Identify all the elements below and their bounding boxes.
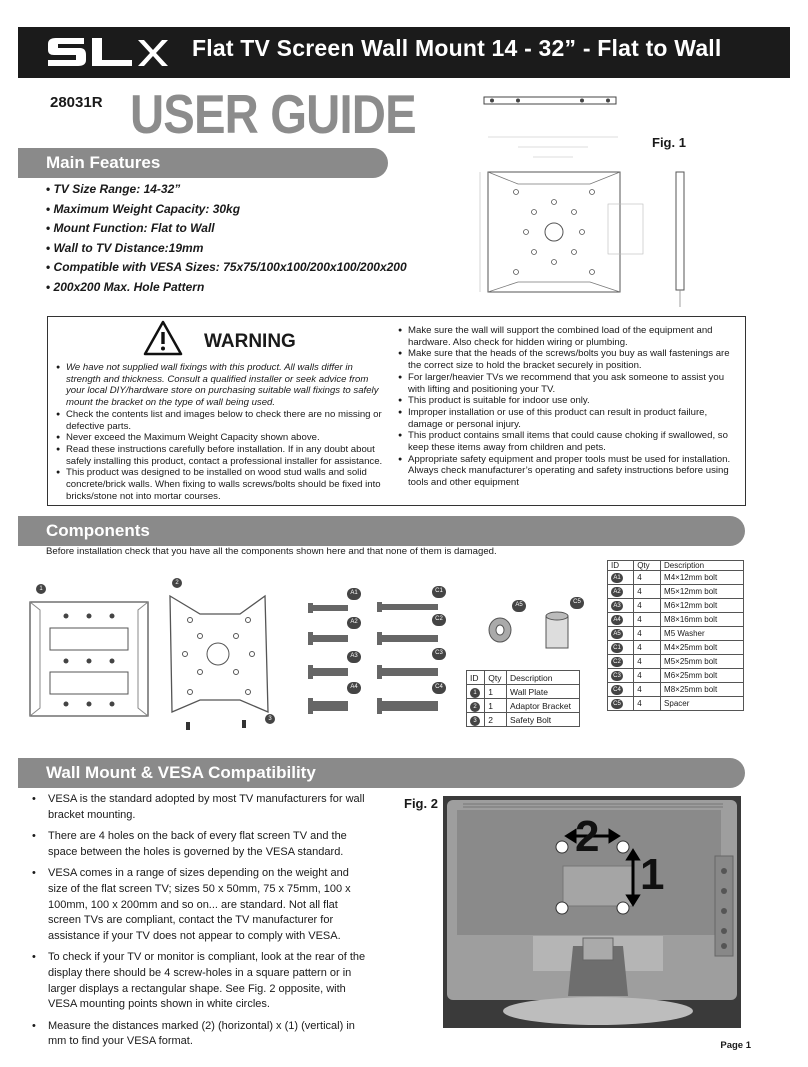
list-item: ● Check the contents list and images below to check there are no missing or defective parts. xyxy=(56,409,384,432)
table-row xyxy=(467,713,580,727)
badge-wall-plate: 1 xyxy=(36,584,46,594)
list-item: ● For larger/heavier TVs we recommend that you ask someone to assist you with lifting and positioning your TV. xyxy=(398,372,738,395)
list-item: • 200x200 Max. Hole Pattern xyxy=(46,278,407,298)
badge-c1: C1 xyxy=(432,586,446,598)
vesa-list xyxy=(30,792,370,1056)
badge-a4: A4 xyxy=(347,682,361,694)
components-table xyxy=(466,670,580,727)
row-qty: 4 xyxy=(634,641,661,655)
badge-c2: C2 xyxy=(432,614,446,626)
row-id: A4 xyxy=(611,615,623,625)
row-id: A3 xyxy=(611,601,623,611)
product-code: 28031R xyxy=(50,94,103,111)
row-qty: 4 xyxy=(634,669,661,683)
row-id: C3 xyxy=(611,671,623,681)
warning-list-left xyxy=(56,362,384,502)
badge-adaptor-bracket: 2 xyxy=(172,578,182,588)
badge-a5: A5 xyxy=(512,600,526,612)
list-item: ● This product is suitable for indoor use only. xyxy=(398,395,738,407)
row-qty: 4 xyxy=(634,613,661,627)
warning-icon xyxy=(143,320,183,356)
row-qty: 4 xyxy=(634,683,661,697)
row-qty: 4 xyxy=(634,655,661,669)
row-qty: 4 xyxy=(634,571,661,585)
small-parts-table xyxy=(607,560,744,711)
table-row xyxy=(608,655,744,669)
row-desc: M6×25mm bolt xyxy=(661,669,744,683)
wall-plate-diagram xyxy=(478,92,708,312)
row-qty: 4 xyxy=(634,585,661,599)
table-row xyxy=(608,641,744,655)
c-bolts-drawing xyxy=(377,602,438,714)
warning-title: WARNING xyxy=(204,331,296,352)
vesa-horizontal-mark: 2 xyxy=(575,812,600,861)
table-row xyxy=(608,669,744,683)
main-features-heading: Main Features xyxy=(18,148,388,178)
table-row xyxy=(608,571,744,585)
list-item: • Maximum Weight Capacity: 30kg xyxy=(46,200,407,220)
row-desc: M4×25mm bolt xyxy=(661,641,744,655)
row-qty: 1 xyxy=(485,699,507,713)
list-item: ● This product contains small items that could cause choking if swallowed, so keep these items away from children and pets. xyxy=(398,430,738,453)
col-description: Description xyxy=(506,671,579,685)
list-item: ● Read these instructions carefully before installation. If in any doubt about safely installing this product, contact a professional installer for assistance. xyxy=(56,444,384,467)
list-item: • To check if your TV or monitor is compliant, look at the rear of the display there should be 4 screw-holes in a square pattern or in larger displays a rectangular shape. See Fig. 2 opposite, with VESA mounting points shown in white circles. xyxy=(30,950,370,1012)
fig2-label: Fig. 2 xyxy=(404,796,438,811)
row-desc: Safety Bolt xyxy=(506,713,579,727)
row-qty: 1 xyxy=(485,685,507,699)
user-guide-heading: USER GUIDE xyxy=(130,83,416,145)
table-row xyxy=(467,699,580,713)
row-desc: M4×12mm bolt xyxy=(661,571,744,585)
badge-safety-bolt: 3 xyxy=(265,714,275,724)
col-id: ID xyxy=(608,561,634,571)
row-desc: M6×12mm bolt xyxy=(661,599,744,613)
row-desc: M8×25mm bolt xyxy=(661,683,744,697)
list-item: • Measure the distances marked (2) (horizontal) x (1) (vertical) in mm to find your VESA format. xyxy=(30,1019,370,1050)
row-desc: M5×25mm bolt xyxy=(661,655,744,669)
list-item: ● Appropriate safety equipment and proper tools must be used for installation. Always check manufacturer’s operating and safety instructions before using tools and other equipment xyxy=(398,454,738,489)
row-qty: 4 xyxy=(634,627,661,641)
row-qty: 2 xyxy=(485,713,507,727)
list-item: ● Never exceed the Maximum Weight Capacity shown above. xyxy=(56,432,384,444)
row-desc: M5 Washer xyxy=(661,627,744,641)
row-id: 1 xyxy=(470,688,480,698)
warning-list-right xyxy=(398,325,738,489)
list-item: ● Make sure the wall will support the combined load of the equipment and hardware. Also check for hidden wiring or plumbing. xyxy=(398,325,738,348)
row-id: C2 xyxy=(611,657,623,667)
document-title: Flat TV Screen Wall Mount 14 - 32” - Flat to Wall xyxy=(192,35,722,61)
list-item: • There are 4 holes on the back of every flat screen TV and the space between the holes is governed by the VESA standard. xyxy=(30,829,370,860)
col-description: Description xyxy=(661,561,744,571)
page-number: Page 1 xyxy=(720,1040,751,1051)
row-desc: M8×16mm bolt xyxy=(661,613,744,627)
row-id: C5 xyxy=(611,699,623,709)
row-id: A2 xyxy=(611,587,623,597)
list-item: ● This product was designed to be installed on wood stud walls and solid concrete/brick walls. When fixing to walls screws/bolts should be fixed into bricks/stone not into mortar courses. xyxy=(56,467,384,502)
row-id: 2 xyxy=(470,702,480,712)
col-qty: Qty xyxy=(634,561,661,571)
slx-logo xyxy=(40,30,180,74)
badge-c5: C5 xyxy=(570,597,584,609)
list-item: • Compatible with VESA Sizes: 75x75/100x100/200x100/200x200 xyxy=(46,258,407,278)
badge-a3: A3 xyxy=(347,651,361,663)
table-row xyxy=(467,685,580,699)
table-header-row xyxy=(467,671,580,685)
components-intro: Before installation check that you have all the components shown here and that none of them is damaged. xyxy=(46,546,497,557)
list-item: ● Improper installation or use of this product can result in product failure, damage or personal injury. xyxy=(398,407,738,430)
components-heading: Components xyxy=(18,516,745,546)
features-list xyxy=(46,180,407,297)
list-item: • VESA is the standard adopted by most TV manufacturers for wall bracket mounting. xyxy=(30,792,370,823)
table-header-row xyxy=(608,561,744,571)
row-desc: Adaptor Bracket xyxy=(506,699,579,713)
list-item: ● Make sure that the heads of the screws/bolts you buy as wall fastenings are the correct size to hold the bracket securely in position. xyxy=(398,348,738,371)
row-desc: M5×12mm bolt xyxy=(661,585,744,599)
col-qty: Qty xyxy=(485,671,507,685)
badge-c4: C4 xyxy=(432,682,446,694)
wall-plate-drawing xyxy=(30,602,148,716)
row-id: C4 xyxy=(611,685,623,695)
table-row xyxy=(608,683,744,697)
list-item: • Mount Function: Flat to Wall xyxy=(46,219,407,239)
row-qty: 4 xyxy=(634,599,661,613)
table-row xyxy=(608,613,744,627)
vesa-heading: Wall Mount & VESA Compatibility xyxy=(18,758,745,788)
row-id: 3 xyxy=(470,716,480,726)
vesa-vertical-mark: 1 xyxy=(640,850,665,899)
badge-a2: A2 xyxy=(347,617,361,629)
row-id: A5 xyxy=(611,629,623,639)
table-row xyxy=(608,627,744,641)
row-desc: Spacer xyxy=(661,697,744,711)
list-item: • VESA comes in a range of sizes depending on the weight and size of the flat screen TV; sizes 50 x 50mm, 75 x 75mm, 100 x 100mm, 100 x 200mm and so on... are standard. Not all flat screen TVs are compliant, contact the TV manufacturer for assistance if your TV does not appear to comply with VESA. xyxy=(30,866,370,944)
fig1-label: Fig. 1 xyxy=(652,135,686,150)
badge-a1: A1 xyxy=(347,588,361,600)
col-id: ID xyxy=(467,671,485,685)
list-item: • Wall to TV Distance:19mm xyxy=(46,239,407,259)
table-row xyxy=(608,599,744,613)
table-row xyxy=(608,697,744,711)
row-id: A1 xyxy=(611,573,623,583)
adaptor-bracket-drawing xyxy=(170,596,268,730)
washer-spacer-drawing xyxy=(482,600,592,660)
list-item: ● We have not supplied wall fixings with this product. All walls differ in strength and thickness. Consult a qualified installer or seek advice from your local DIY/hardware store on purchasing suitable wall fixings to safely mount the bracket on the type of wall being used. xyxy=(56,362,384,409)
components-illustration xyxy=(20,572,460,732)
list-item: • TV Size Range: 14-32” xyxy=(46,180,407,200)
badge-c3: C3 xyxy=(432,648,446,660)
row-id: C1 xyxy=(611,643,623,653)
table-row xyxy=(608,585,744,599)
a-bolts-drawing xyxy=(308,603,348,714)
row-qty: 4 xyxy=(634,697,661,711)
row-desc: Wall Plate xyxy=(506,685,579,699)
